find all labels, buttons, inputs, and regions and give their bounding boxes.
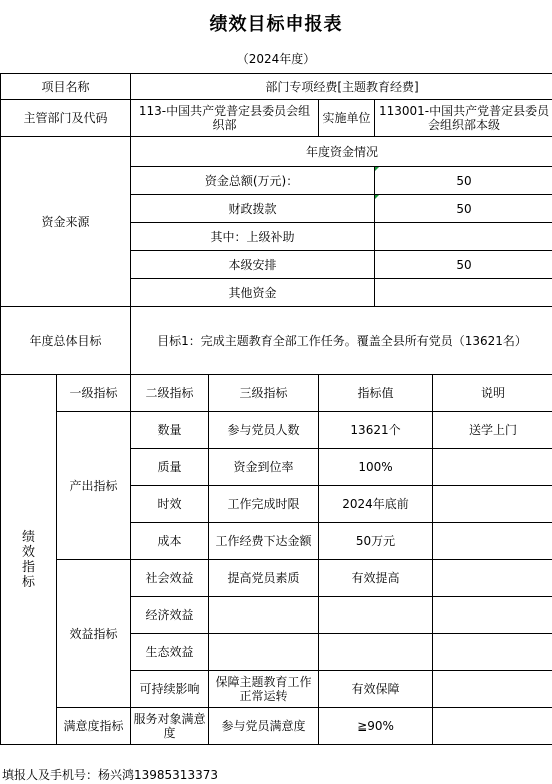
- department-label: 主管部门及代码: [1, 100, 131, 137]
- funds-row-value: 50: [375, 251, 552, 279]
- funds-row-value: 50: [375, 195, 552, 223]
- implementing-unit-value: 113001-中国共产党普定县委员会组织部本级: [375, 100, 552, 137]
- indicator-note: [433, 449, 552, 486]
- indicator-level3: [209, 634, 319, 671]
- indicator-level2: 成本: [131, 523, 209, 560]
- indicator-header-row: [1, 375, 552, 412]
- funds-row-label: 财政拨款: [131, 195, 375, 223]
- indicator-value: 50万元: [319, 523, 433, 560]
- indicator-level3: 提高党员素质: [209, 560, 319, 597]
- indicator-level3: 参与党员人数: [209, 412, 319, 449]
- indicator-level2: 质量: [131, 449, 209, 486]
- filler-contact: 填报人及手机号：杨兴鸿13985313373: [2, 768, 218, 782]
- funds-row-value: [375, 279, 552, 307]
- indicator-level3: 工作完成时限: [209, 486, 319, 523]
- funds-row-label: 资金总额(万元)：: [131, 167, 375, 195]
- indicator-value: ≧90%: [319, 708, 433, 745]
- indicator-row: [1, 412, 552, 449]
- indicator-row: [1, 560, 552, 597]
- indicator-value: 有效保障: [319, 671, 433, 708]
- implementing-unit-label: 实施单位: [319, 100, 375, 137]
- performance-indicator-text: 绩效指标: [21, 529, 35, 590]
- indicator-level3: 工作经费下达金额: [209, 523, 319, 560]
- funds-row-value: 50: [375, 167, 552, 195]
- indicator-value: 100%: [319, 449, 433, 486]
- indicator-note: [433, 560, 552, 597]
- indicator-note: [433, 671, 552, 708]
- indicator-level3: 参与党员满意度: [209, 708, 319, 745]
- indicator-value: 2024年底前: [319, 486, 433, 523]
- indicator-level3: 资金到位率: [209, 449, 319, 486]
- indicator-note: [433, 486, 552, 523]
- indicator-value: [319, 597, 433, 634]
- funds-heading: 年度资金情况: [131, 137, 552, 167]
- department-row: [1, 100, 552, 137]
- performance-target-table: [0, 73, 552, 745]
- satisfaction-indicator-label: 满意度指标: [57, 708, 131, 745]
- header-level3: 三级指标: [209, 375, 319, 412]
- performance-indicator-label: [1, 375, 57, 745]
- header-note: 说明: [433, 375, 552, 412]
- form-year: （2024年度）: [236, 52, 316, 66]
- header-value: 指标值: [319, 375, 433, 412]
- indicator-level2: 服务对象满意度: [131, 708, 209, 745]
- indicator-note: [433, 708, 552, 745]
- annual-goal-label: 年度总体目标: [1, 307, 131, 375]
- indicator-level3: 保障主题教育工作正常运转: [209, 671, 319, 708]
- indicator-level2: 生态效益: [131, 634, 209, 671]
- indicator-level2: 时效: [131, 486, 209, 523]
- indicator-note: 送学上门: [433, 412, 552, 449]
- project-name-row: [1, 74, 552, 100]
- annual-goal-row: [1, 307, 552, 375]
- indicator-value: 13621个: [319, 412, 433, 449]
- annual-goal-text: 目标1：完成主题教育全部工作任务。覆盖全县所有党员（13621名）: [131, 307, 552, 375]
- indicator-level3: [209, 597, 319, 634]
- funds-heading-row: [1, 137, 552, 167]
- indicator-level2: 社会效益: [131, 560, 209, 597]
- project-name-label: 项目名称: [1, 74, 131, 100]
- output-indicator-label: 产出指标: [57, 412, 131, 560]
- department-value: 113-中国共产党普定县委员会组织部: [131, 100, 319, 137]
- benefit-indicator-label: 效益指标: [57, 560, 131, 708]
- indicator-note: [433, 634, 552, 671]
- indicator-level2: 经济效益: [131, 597, 209, 634]
- funds-row-label: 本级安排: [131, 251, 375, 279]
- indicator-level2: 可持续影响: [131, 671, 209, 708]
- funds-row-value: [375, 223, 552, 251]
- header-level1: 一级指标: [57, 375, 131, 412]
- indicator-row: [1, 708, 552, 745]
- funds-row-label: 其他资金: [131, 279, 375, 307]
- indicator-level2: 数量: [131, 412, 209, 449]
- indicator-note: [433, 523, 552, 560]
- funds-row-label: 其中：上级补助: [131, 223, 375, 251]
- project-name-value: 部门专项经费[主题教育经费]: [131, 74, 552, 100]
- indicator-value: 有效提高: [319, 560, 433, 597]
- form-title: 绩效目标申报表: [209, 14, 343, 35]
- header-level2: 二级指标: [131, 375, 209, 412]
- indicator-note: [433, 597, 552, 634]
- indicator-value: [319, 634, 433, 671]
- funds-source-label: 资金来源: [1, 137, 131, 307]
